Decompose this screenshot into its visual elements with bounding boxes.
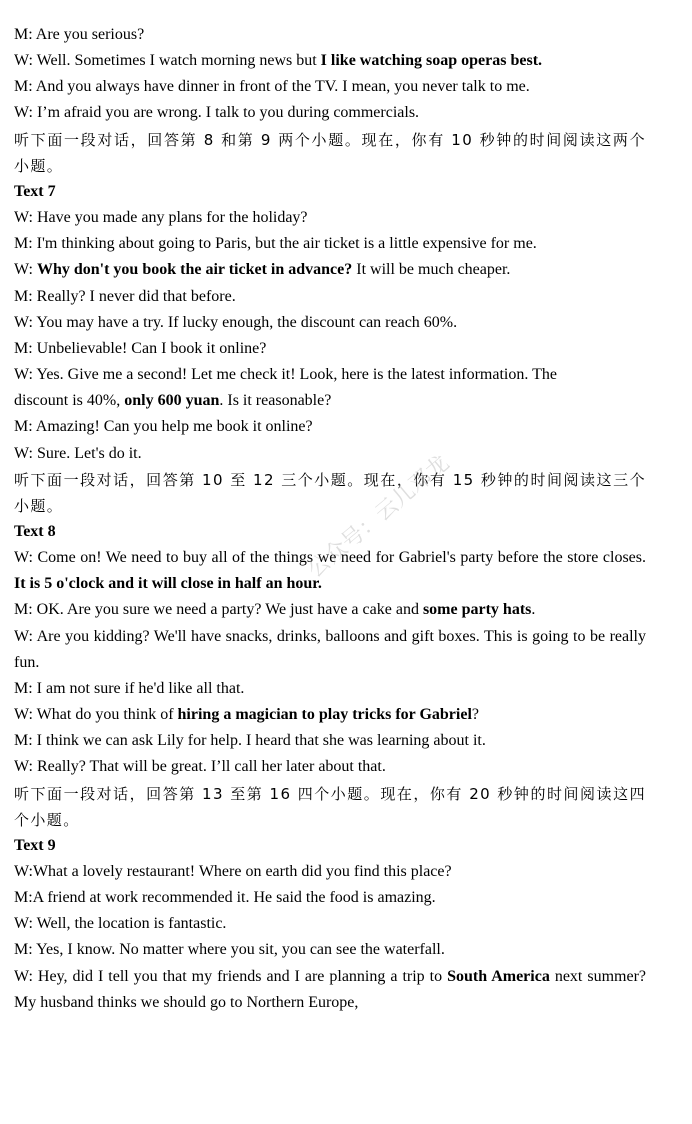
text-run: M: Unbelievable! Can I book it online?: [14, 339, 267, 357]
text-run: It will be much cheaper.: [352, 261, 511, 279]
text-run: M: Are you serious?: [14, 26, 145, 43]
dialogue-line: [14, 441, 646, 467]
text-run: W: Have you made any plans for the holiday?: [14, 209, 308, 227]
text-run: W: Well, the location is fantastic.: [14, 915, 227, 933]
dialogue-line: [14, 100, 646, 126]
dialogue-line: [14, 310, 646, 336]
dialogue-line: [14, 22, 646, 48]
text-run: M: I think we can ask Lily for help. I heard that she was learning about it.: [14, 732, 486, 750]
dialogue-line: [14, 284, 646, 310]
section-heading: [14, 179, 646, 205]
dialogue-line: [14, 336, 646, 362]
bold-text: only 600 yuan: [124, 392, 220, 410]
text-run: discount is 40%,: [14, 392, 125, 410]
text-run: Text 7: [14, 182, 56, 200]
dialogue-line: [14, 859, 646, 885]
dialogue-line: [14, 231, 646, 257]
instruction-line: [14, 781, 646, 833]
text-run: W: You may have a try. If lucky enough, the discount can reach 60%.: [14, 313, 458, 331]
text-run: 听下面一段对话，回答第 8 和第 9 两个小题。现在，你有 10 秒钟的时间阅读这两个小题。: [14, 130, 646, 175]
text-run: W: Well. Sometimes I watch morning news but: [14, 52, 321, 70]
text-run: W: Really? That will be great. I’ll call her later about that.: [14, 758, 386, 776]
section-heading: [14, 519, 646, 545]
text-run: M: I'm thinking about going to Paris, but the air ticket is a little expensive for me.: [14, 235, 537, 253]
bold-text: some party hats: [422, 601, 532, 619]
text-run: M: Yes, I know. No matter where you sit, you can see the waterfall.: [14, 941, 445, 959]
dialogue-line: [14, 937, 646, 963]
text-run: W: What do you think of: [14, 706, 178, 724]
section-heading: [14, 833, 646, 859]
text-run: M: OK. Are you sure we need a party? We just have a cake and: [14, 601, 423, 619]
text-run: Text 8: [14, 522, 56, 540]
watermark: 公众号：云儿邓龙: [303, 450, 455, 583]
text-run: M: Really? I never did that before.: [14, 287, 236, 305]
dialogue-line: [14, 257, 646, 283]
text-run: W: Hey, did I tell you that my friends and I are planning a trip to: [14, 967, 448, 985]
dialogue-line: [14, 48, 646, 74]
dialogue-line: [14, 205, 646, 231]
dialogue-line: [14, 702, 646, 728]
text-run: M: And you always have dinner in front of the TV. I mean, you never talk to me.: [14, 78, 530, 96]
dialogue-line: [14, 728, 646, 754]
text-run: M: Amazing! Can you help me book it online?: [14, 418, 313, 436]
dialogue-line: [14, 885, 646, 911]
text-run: W: Yes. Give me a second! Let me check it! Look, here is the latest information. The: [14, 366, 557, 384]
bold-text: Why don't you book the air ticket in advance?: [36, 261, 353, 279]
instruction-line: [14, 127, 646, 179]
text-run: M:A friend at work recommended it. He said the food is amazing.: [14, 889, 436, 907]
dialogue-line: [14, 545, 646, 597]
document-text: [14, 22, 646, 1016]
dialogue-line: [14, 362, 646, 388]
bold-text: I like watching soap operas best.: [320, 52, 543, 70]
dialogue-line: [14, 624, 646, 676]
dialogue-line: [14, 414, 646, 440]
text-run: Text 9: [14, 836, 56, 854]
bold-text: hiring a magician to play tricks for Gabriel: [177, 706, 472, 724]
text-run: W: Come on! We need to buy all of the things we need for Gabriel's party before the store closes.: [14, 549, 646, 567]
text-run: W: I’m afraid you are wrong. I talk to you during commercials.: [14, 104, 420, 122]
instruction-line: [14, 467, 646, 519]
dialogue-line: [14, 597, 646, 623]
dialogue-line: [14, 754, 646, 780]
bold-text: It is 5 o'clock and it will close in half an hour.: [14, 575, 322, 593]
text-run: .: [531, 601, 536, 619]
text-run: . Is it reasonable?: [219, 392, 332, 410]
dialogue-line: [14, 388, 646, 414]
text-run: W: Are you kidding? We'll have snacks, drinks, balloons and gift boxes. This is going to be really fun.: [14, 627, 646, 671]
text-run: 听下面一段对话，回答第 13 至第 16 四个小题。现在，你有 20 秒钟的时间阅读这四个小题。: [14, 784, 646, 829]
dialogue-line: [14, 74, 646, 100]
dialogue-line: [14, 676, 646, 702]
text-run: next summer? My husband thinks we should go to Northern Europe,: [14, 967, 647, 1011]
text-run: W:What a lovely restaurant! Where on earth did you find this place?: [14, 863, 452, 880]
text-run: W:: [14, 261, 37, 279]
text-run: ?: [471, 706, 479, 724]
dialogue-line: [14, 911, 646, 937]
bold-text: South America: [447, 967, 550, 985]
dialogue-line: [14, 964, 646, 1016]
text-run: W: Sure. Let's do it.: [14, 444, 142, 462]
text-run: 听下面一段对话，回答第 10 至 12 三个小题。现在，你有 15 秒钟的时间阅读这三个小题。: [14, 470, 646, 515]
text-run: M: I am not sure if he'd like all that.: [14, 679, 245, 697]
